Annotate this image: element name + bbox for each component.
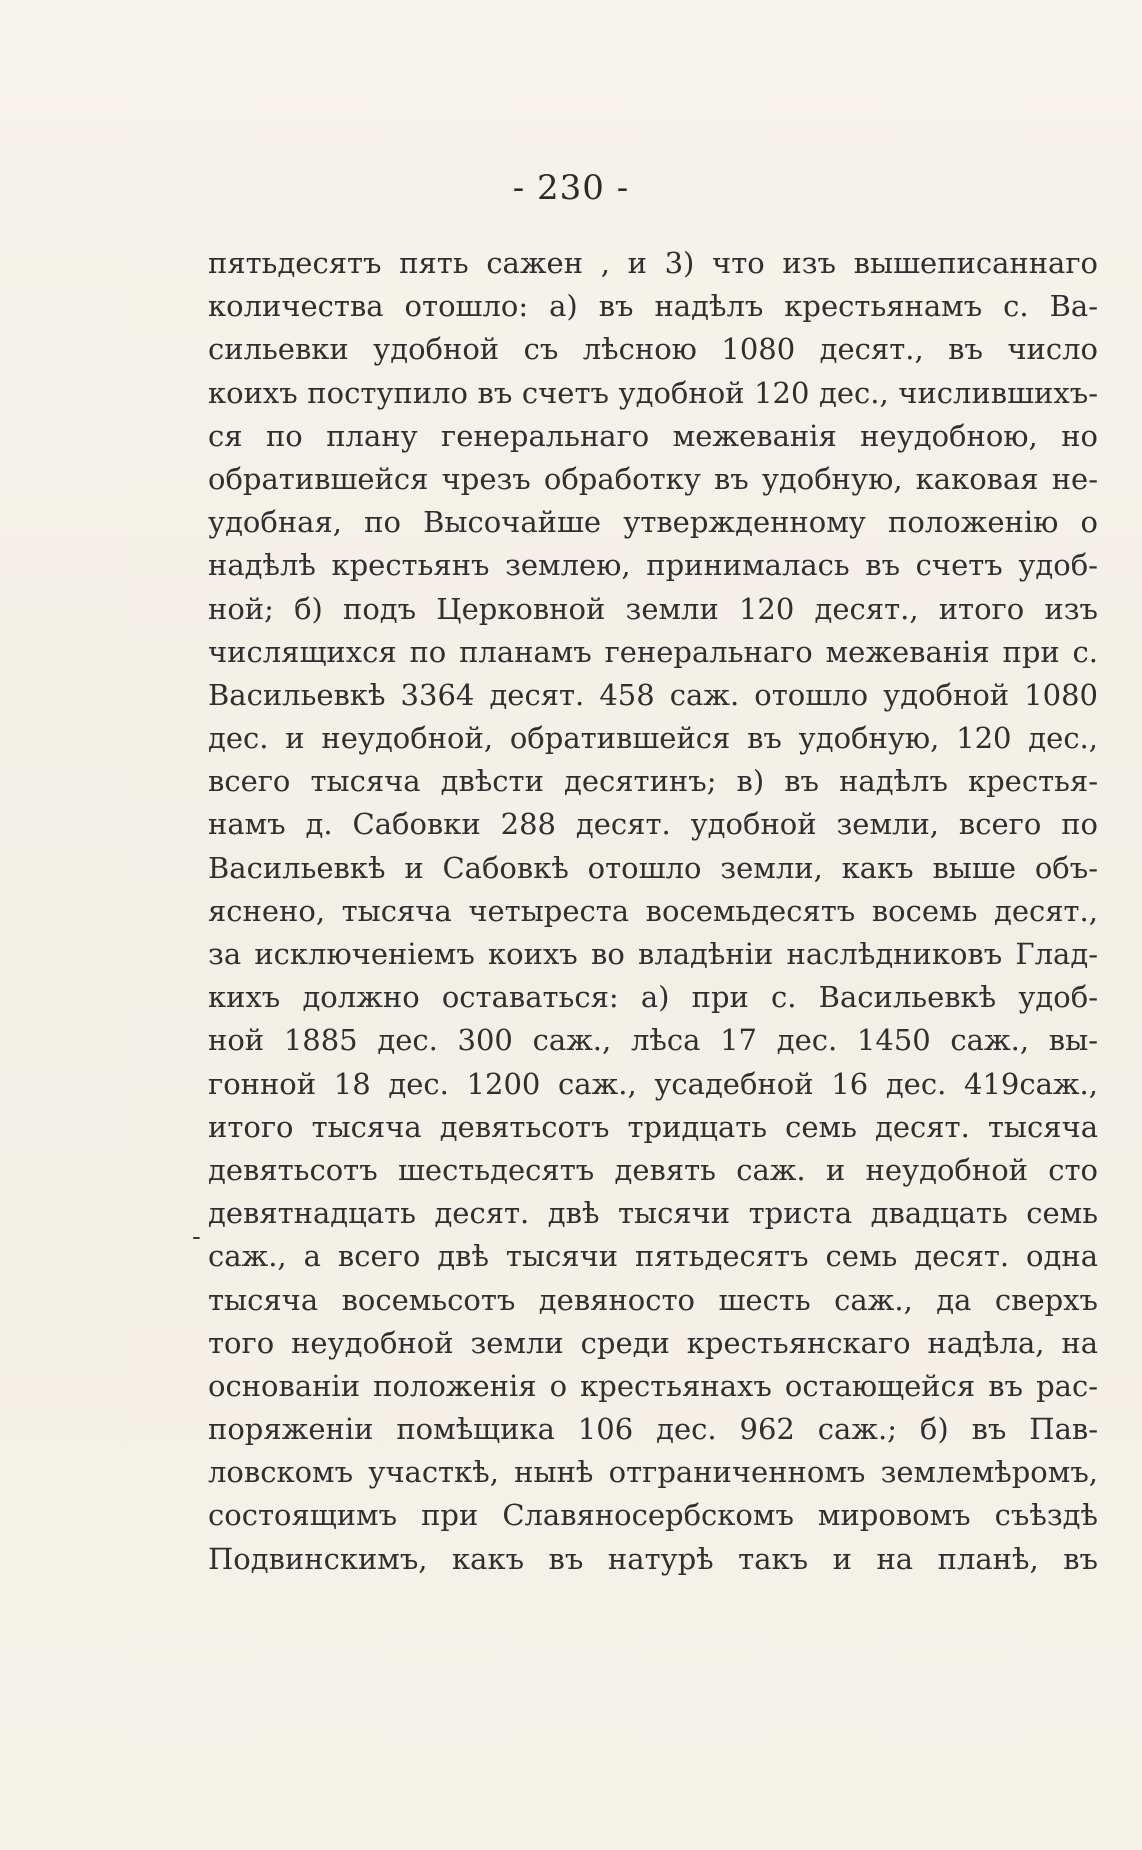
text-line-6: обратившейся чрезъ обработку въ удобную, каковая не- (208, 461, 1098, 496)
text-line-2: количества отошло: а) въ надѣлъ крестьянамъ с. Ва- (208, 289, 1098, 324)
text-line-19: ной 1885 дес. 300 саж., лѣса 17 дес. 1450 саж., вы- (208, 1023, 1098, 1058)
text-line-3: сильевки удобной съ лѣсною 1080 десят., въ число (208, 332, 1098, 367)
text-line-10: числящихся по планамъ генеральнаго межеванія при с. (208, 634, 1098, 669)
text-line-11: Васильевкѣ 3364 десят. 458 саж. отошло удобной 1080 (208, 677, 1098, 712)
text-line-27: основаніи положенія о крестьянахъ остающейся въ рас- (208, 1368, 1098, 1403)
text-line-4: коихъ поступило въ счетъ удобной 120 дес., числившихъ- (208, 375, 1098, 410)
text-line-9: ной; б) подъ Церковной земли 120 десят., итого изъ (208, 591, 1098, 626)
text-line-20: гонной 18 дес. 1200 саж., усадебной 16 дес. 419саж., (208, 1066, 1098, 1101)
text-line-22: девятьсотъ шестьдесятъ девять саж. и неудобной сто (208, 1152, 1098, 1187)
text-line-15: Васильевкѣ и Сабовкѣ отошло земли, какъ выше объ- (208, 850, 1098, 885)
text-line-5: ся по плану генеральнаго межеванія неудобною, но (208, 418, 1098, 453)
text-line-14: намъ д. Сабовки 288 десят. удобной земли, всего по (208, 807, 1098, 842)
text-line-25: тысяча восемьсотъ девяносто шесть саж., да сверхъ (208, 1282, 1098, 1317)
text-line-21: итого тысяча девятьсотъ тридцать семь десят. тысяча (208, 1109, 1098, 1144)
text-line-29: ловскомъ участкѣ, нынѣ отграниченномъ землемѣромъ, (208, 1455, 1098, 1490)
text-line-23: девятнадцать десят. двѣ тысячи триста двадцать семь (208, 1196, 1098, 1231)
text-line-26: того неудобной земли среди крестьянскаго надѣла, на (208, 1325, 1098, 1360)
text-line-18: кихъ должно оставаться: а) при с. Васильевкѣ удоб- (208, 980, 1098, 1015)
text-line-8: надѣлѣ крестьянъ землею, принималась въ счетъ удоб- (208, 548, 1098, 583)
margin-mark: - (192, 1222, 201, 1252)
text-line-1: пятьдесятъ пять сажен , и 3) что изъ вышеписаннаго (208, 246, 1098, 280)
text-line-28: поряженіи помѣщика 106 дес. 962 саж.; б) въ Пав- (208, 1412, 1098, 1447)
text-line-31: Подвинскимъ, какъ въ натурѣ такъ и на планѣ, въ (208, 1541, 1098, 1576)
text-line-7: удобная, по Высочайше утвержденному положенію о (208, 505, 1098, 540)
text-line-16: яснено, тысяча четыреста восемьдесятъ восемь десят., (208, 893, 1098, 928)
text-line-12: дес. и неудобной, обратившейся въ удобную, 120 дес., (208, 721, 1098, 756)
text-line-24: саж., а всего двѣ тысячи пятьдесятъ семь десят. одна (208, 1239, 1098, 1274)
page-number: - 230 - (512, 168, 630, 208)
text-line-13: всего тысяча двѣсти десятинъ; в) въ надѣлъ крестья- (208, 764, 1098, 799)
body-text (208, 242, 1098, 1581)
text-line-30: состоящимъ при Славяносербскомъ мировомъ съѣздѣ (208, 1498, 1098, 1533)
text-line-17: за исключеніемъ коихъ во владѣніи наслѣдниковъ Глад- (208, 937, 1098, 971)
